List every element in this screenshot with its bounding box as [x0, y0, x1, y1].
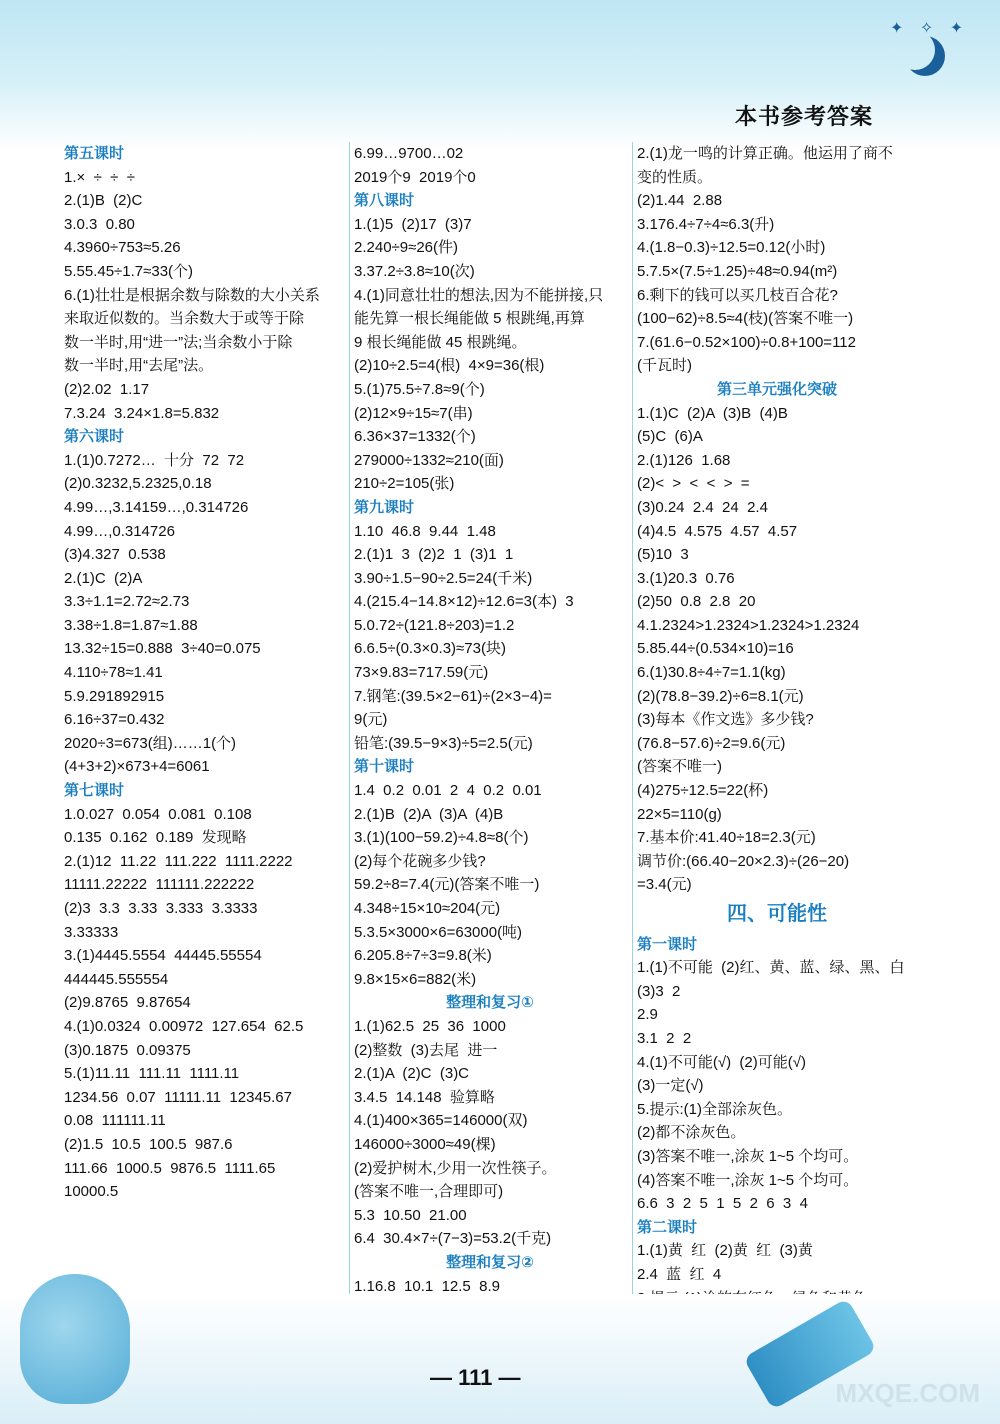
answer-line: (3)一定(√): [637, 1077, 704, 1095]
section-heading: 第二课时: [637, 1218, 698, 1236]
answer-line: 2.4 蓝 红 4: [637, 1265, 722, 1283]
answer-line: 2.(1)B (2)C: [64, 192, 143, 210]
answer-line: 279000÷1332≈210(面): [354, 451, 504, 469]
answer-line: 数一半时,用“去尾”法。: [64, 357, 214, 375]
answer-line: (2)< > < < > =: [637, 475, 750, 493]
answer-line: 3.(1)4445.5554 44445.55554: [64, 947, 262, 965]
answer-line: 7.基本价:41.40÷18=2.3(元): [637, 829, 816, 847]
answer-line: (2)1.5 10.5 100.5 987.6: [64, 1135, 233, 1153]
answer-line: 3.4.5 14.148 验算略: [354, 1088, 495, 1106]
answer-line: (4)275÷12.5=22(杯): [637, 782, 769, 800]
answer-line: 146000÷3000≈49(棵): [354, 1135, 496, 1153]
answer-line: 3.1 2 2: [637, 1029, 692, 1047]
answer-line: 4.(215.4−14.8×12)÷12.6=3(本) 3: [354, 593, 574, 611]
answer-line: 5.3 10.50 21.00: [354, 1206, 467, 1224]
answer-line: 4.110÷78≈1.41: [64, 664, 163, 682]
answer-line: 1.(1)0.7272… 十分 72 72: [64, 451, 245, 469]
answer-line: 5.55.45÷1.7≈33(个): [64, 262, 194, 280]
answer-line: 4.1.2324>1.2324>1.2324>1.2324: [637, 616, 860, 634]
answer-line: 13.32÷15=0.888 3÷40=0.075: [64, 640, 261, 658]
answer-line: (2)9.8765 9.87654: [64, 994, 191, 1012]
answer-line: 4.(1)0.0324 0.00972 127.654 62.5: [64, 1017, 304, 1035]
answer-line: (2)1.44 2.88: [637, 192, 723, 210]
answer-line: 210÷2=105(张): [354, 475, 455, 493]
answer-line: 3.90÷1.5−90÷2.5=24(千米): [354, 569, 533, 587]
answer-line: 5.(1)11.11 111.11 1111.11: [64, 1065, 240, 1083]
answer-line: 11111.22222 111111.222222: [64, 876, 255, 894]
section-heading: 整理和复习②: [446, 1253, 534, 1271]
answer-line: 6.6.5÷(0.3×0.3)≈73(块): [354, 640, 506, 658]
answer-line: 9.8×15×6=882(米): [354, 970, 477, 988]
answer-line: 4.(1)不可能(√) (2)可能(√): [637, 1053, 806, 1071]
answer-line: 6.99…9700…02: [354, 145, 464, 162]
answer-line: 4.348÷15×10≈204(元): [354, 900, 501, 917]
answer-line: (5)C (6)A: [637, 428, 703, 446]
answer-line: 5.提示:(1)全部涂灰色。: [637, 1100, 793, 1118]
answer-line: 6.16÷37=0.432: [64, 711, 165, 729]
answer-line: 4.3960÷753≈5.26: [64, 239, 181, 257]
answer-line: (千瓦时): [637, 357, 692, 375]
answer-line: 2.(1)B (2)A (3)A (4)B: [354, 805, 504, 823]
section-heading: 第十课时: [354, 758, 415, 776]
answer-line: 3.176.4÷7÷4≈6.3(升): [637, 215, 775, 233]
answer-line: 444445.555554: [64, 970, 169, 988]
answer-line: (2)2.02 1.17: [64, 380, 150, 398]
answer-line: 22×5=110(g): [637, 805, 722, 823]
answer-line: 3.(1)20.3 0.76: [637, 569, 735, 587]
answer-line: (2)10÷2.5=4(根) 4×9=36(根): [354, 357, 545, 375]
answer-line: 2.9: [637, 1006, 658, 1024]
answer-line: 6.(1)30.8÷4÷7=1.1(kg): [637, 664, 786, 682]
answer-line: 1.(1)C (2)A (3)B (4)B: [637, 404, 788, 422]
page-title: 本书参考答案: [735, 104, 874, 129]
tree-illustration: [20, 1274, 130, 1404]
answer-line: (3)0.24 2.4 24 2.4: [637, 498, 768, 516]
stars-icon: ✦ ✧ ✦: [890, 20, 970, 37]
answer-column-3: [632, 142, 917, 1310]
answer-line: 3.38÷1.8=1.87≈1.88: [64, 616, 198, 634]
answer-line: (76.8−57.6)÷2=9.6(元): [637, 734, 786, 752]
answer-line: =3.4(元): [637, 876, 692, 894]
answer-line: 6.4 30.4×7÷(7−3)=53.2(千克): [354, 1230, 552, 1248]
answer-line: (2)都不涂灰色。: [637, 1124, 746, 1142]
answer-line: 6.6 3 2 5 1 5 2 6 3 4: [637, 1195, 808, 1213]
answer-line: 1.(1)不可能 (2)红、黄、蓝、绿、黑、白: [637, 959, 905, 977]
answer-line: 2.(1)龙一鸣的计算正确。他运用了商不: [637, 145, 893, 162]
answer-line: (4+3+2)×673+4=6061: [64, 758, 210, 776]
answer-line: 能先算一根长绳能做 5 根跳绳,再算: [354, 310, 585, 328]
answer-line: 10000.5: [64, 1183, 119, 1201]
answer-line: (2)整数 (3)去尾 进一: [354, 1041, 498, 1059]
answer-line: 3.33333: [64, 923, 119, 941]
section-heading: 第六课时: [64, 428, 125, 446]
section-heading: 第九课时: [354, 498, 415, 516]
section-heading: 第八课时: [354, 192, 415, 210]
moon-icon: [895, 30, 935, 70]
answer-line: 59.2÷8=7.4(元)(答案不唯一): [354, 876, 540, 894]
section-heading: 第一课时: [637, 935, 698, 953]
answer-line: 1.0.027 0.054 0.081 0.108: [64, 805, 252, 823]
answer-line: 2.(1)1 3 (2)2 1 (3)1 1: [354, 546, 514, 564]
answer-line: (5)10 3: [637, 546, 689, 564]
answer-line: 2020÷3=673(组)……1(个): [64, 734, 237, 752]
answer-line: 3.0.3 0.80: [64, 215, 135, 233]
answer-line: 7.(61.6−0.52×100)÷0.8+100=112: [637, 333, 856, 351]
answer-line: (2)每个花碗多少钱?: [354, 852, 486, 870]
answer-line: (答案不唯一): [637, 758, 722, 776]
answer-line: 1.4 0.2 0.01 2 4 0.2 0.01: [354, 782, 542, 800]
answer-line: 6.205.8÷7÷3=9.8(米): [354, 947, 492, 965]
answer-line: (2)0.3232,5.2325,0.18: [64, 475, 212, 493]
answer-line: 1.(1)黄 红 (2)黄 红 (3)黄: [637, 1242, 813, 1260]
answer-line: (4)答案不唯一,涂灰 1~5 个均可。: [637, 1171, 859, 1189]
answer-line: 来取近似数的。当余数大于或等于除: [64, 310, 305, 328]
answer-line: (100−62)÷8.5≈4(枝)(答案不唯一): [637, 310, 854, 328]
section-heading: 第七课时: [64, 782, 125, 800]
answer-column-2: [349, 142, 626, 1298]
answer-line: (3)0.1875 0.09375: [64, 1041, 191, 1059]
answer-line: 2019个9 2019个0: [354, 168, 476, 186]
answer-line: 2.(1)C (2)A: [64, 569, 143, 587]
section-heading: 四、可能性: [727, 903, 827, 925]
answer-line: 4.(1)400×365=146000(双): [354, 1112, 528, 1130]
answer-line: 0.135 0.162 0.189 发现略: [64, 829, 247, 847]
answer-line: 6.36×37=1332(个): [354, 428, 476, 446]
answer-line: 4.(1.8−0.3)÷12.5=0.12(小时): [637, 239, 826, 257]
answer-line: 数一半时,用“进一”法;当余数小于除: [64, 333, 293, 351]
answer-line: (2)3 3.3 3.33 3.333 3.3333: [64, 900, 258, 917]
answer-line: 3.37.2÷3.8≈10(次): [354, 262, 475, 280]
watermark: MXQE.COM: [835, 1378, 980, 1408]
answer-line: 6.(1)壮壮是根据余数与除数的大小关系: [64, 286, 320, 304]
answer-line: (2)爱护树木,少用一次性筷子。: [354, 1159, 557, 1177]
answer-line: 6.剩下的钱可以买几枝百合花?: [637, 286, 838, 304]
answer-line: 1.(1)5 (2)17 (3)7: [354, 215, 472, 233]
answer-line: 9 根长绳能做 45 根跳绳。: [354, 333, 527, 351]
answer-line: 5.85.44÷(0.534×10)=16: [637, 640, 794, 658]
answer-line: (4)4.5 4.575 4.57 4.57: [637, 522, 798, 540]
answer-line: (3)3 2: [637, 982, 681, 1000]
answer-line: 7.3.24 3.24×1.8=5.832: [64, 404, 220, 422]
answer-line: 1.10 46.8 9.44 1.48: [354, 522, 496, 540]
answer-column-1: [64, 142, 334, 1204]
answer-line: 铅笔:(39.5−9×3)÷5=2.5(元): [354, 734, 533, 752]
answer-line: 4.99…,3.14159…,0.314726: [64, 498, 249, 516]
answer-line: 1.16.8 10.1 12.5 8.9: [354, 1277, 500, 1295]
answer-line: 111.66 1000.5 9876.5 1111.65: [64, 1159, 276, 1177]
answer-line: 5.0.72÷(121.8÷203)=1.2: [354, 616, 515, 634]
answer-line: 变的性质。: [637, 168, 713, 186]
answer-line: (2)(78.8−39.2)÷6=8.1(元): [637, 687, 804, 705]
answer-line: 3.(1)(100−59.2)÷4.8≈8(个): [354, 829, 529, 847]
answer-line: (答案不唯一,合理即可): [354, 1183, 504, 1201]
answer-line: 调节价:(66.40−20×2.3)÷(26−20): [637, 852, 850, 870]
answer-line: (2)50 0.8 2.8 20: [637, 593, 756, 611]
answer-line: 0.08 111111.11: [64, 1112, 166, 1130]
answer-line: 1.× ÷ ÷ ÷: [64, 168, 135, 186]
answer-line: 5.3.5×3000×6=63000(吨): [354, 923, 523, 941]
answer-line: 2.240÷9≈26(件): [354, 239, 459, 257]
answer-line: 3.3÷1.1=2.72≈2.73: [64, 593, 190, 611]
answer-line: 73×9.83=717.59(元): [354, 664, 489, 682]
answer-line: (3)4.327 0.538: [64, 546, 166, 564]
answer-line: 5.(1)75.5÷7.8≈9(个): [354, 380, 485, 398]
answer-line: 1234.56 0.07 11111.11 12345.67: [64, 1088, 292, 1106]
section-heading: 第三单元强化突破: [716, 380, 837, 398]
answer-line: 1.(1)62.5 25 36 1000: [354, 1017, 506, 1035]
answer-line: 5.7.5×(7.5÷1.25)÷48≈0.94(m²): [637, 262, 838, 280]
answer-line: 4.99…,0.314726: [64, 522, 175, 540]
answer-line: 7.钢笔:(39.5×2−61)÷(2×3−4)=: [354, 687, 552, 705]
answer-line: (3)每本《作文选》多少钱?: [637, 711, 814, 729]
section-heading: 整理和复习①: [446, 994, 534, 1012]
answer-line: 4.(1)同意壮壮的想法,因为不能拼接,只: [354, 286, 604, 304]
answer-line: (3)答案不唯一,涂灰 1~5 个均可。: [637, 1147, 859, 1165]
answer-line: 9(元): [354, 711, 388, 729]
answer-line: 2.(1)12 11.22 111.222 1111.2222: [64, 852, 293, 870]
answer-line: 5.9.291892915: [64, 687, 165, 705]
answer-line: 2.(1)126 1.68: [637, 451, 731, 469]
answer-line: 2.(1)A (2)C (3)C: [354, 1065, 470, 1083]
section-heading: 第五课时: [64, 145, 125, 162]
page-number: — 111 —: [430, 1365, 521, 1390]
answer-line: (2)12×9÷15≈7(串): [354, 404, 473, 422]
